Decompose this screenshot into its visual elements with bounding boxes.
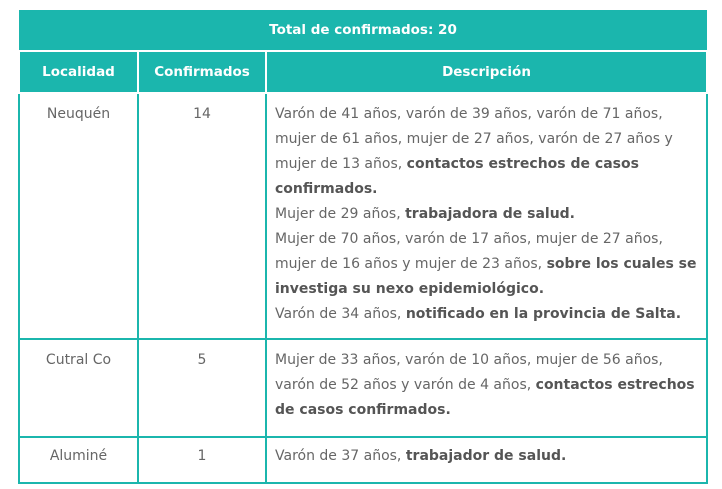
description-bold-text: trabajador de salud. (405, 448, 567, 464)
description-line (275, 102, 698, 202)
table-row (19, 437, 707, 483)
table-row (19, 93, 707, 339)
description-bold-text: contactos estrechos de casos confirmados. (275, 377, 695, 418)
confirmed-cases-table (18, 10, 708, 484)
description-line (275, 444, 698, 469)
description-text: Varón de 41 años, varón de 39 años, varón de 71 años, mujer de 61 años, mujer de 27 años, varón de 27 años y mujer de 13 años, (275, 106, 673, 172)
column-header-confirmados: Confirmados (138, 51, 266, 93)
description-line (275, 202, 698, 227)
description-text: Mujer de 70 años, varón de 17 años, mujer de 27 años, mujer de 16 años y mujer de 23 años, (275, 231, 663, 272)
description-line (275, 227, 698, 302)
cell-localidad: Aluminé (19, 437, 138, 483)
description-text: Mujer de 33 años, varón de 10 años, mujer de 56 años, varón de 52 años y varón de 4 años, (275, 352, 663, 393)
cell-descripcion (266, 339, 707, 437)
description-bold-text: contactos estrechos de casos confirmados. (275, 156, 639, 197)
description-text: Varón de 37 años, (275, 448, 406, 464)
cell-confirmados: 5 (138, 339, 266, 437)
cell-localidad: Neuquén (19, 93, 138, 339)
table-row (19, 339, 707, 437)
cell-confirmados: 14 (138, 93, 266, 339)
column-header-descripcion: Descripción (266, 51, 707, 93)
description-text: Varón de 34 años, (275, 306, 406, 322)
cell-localidad: Cutral Co (19, 339, 138, 437)
cases-table-container (18, 10, 706, 484)
description-bold-text: trabajadora de salud. (405, 206, 575, 222)
description-line (275, 302, 698, 327)
cell-descripcion (266, 437, 707, 483)
description-text: Mujer de 29 años, (275, 206, 406, 222)
total-confirmed-title: Total de confirmados: 20 (19, 10, 707, 51)
cell-confirmados: 1 (138, 437, 266, 483)
column-header-localidad: Localidad (19, 51, 138, 93)
cell-descripcion (266, 93, 707, 339)
description-bold-text: sobre los cuales se investiga su nexo epidemiológico. (275, 256, 697, 297)
total-row (19, 10, 707, 51)
column-header-row (19, 51, 707, 93)
description-line (275, 348, 698, 423)
description-bold-text: notificado en la provincia de Salta. (405, 306, 682, 322)
